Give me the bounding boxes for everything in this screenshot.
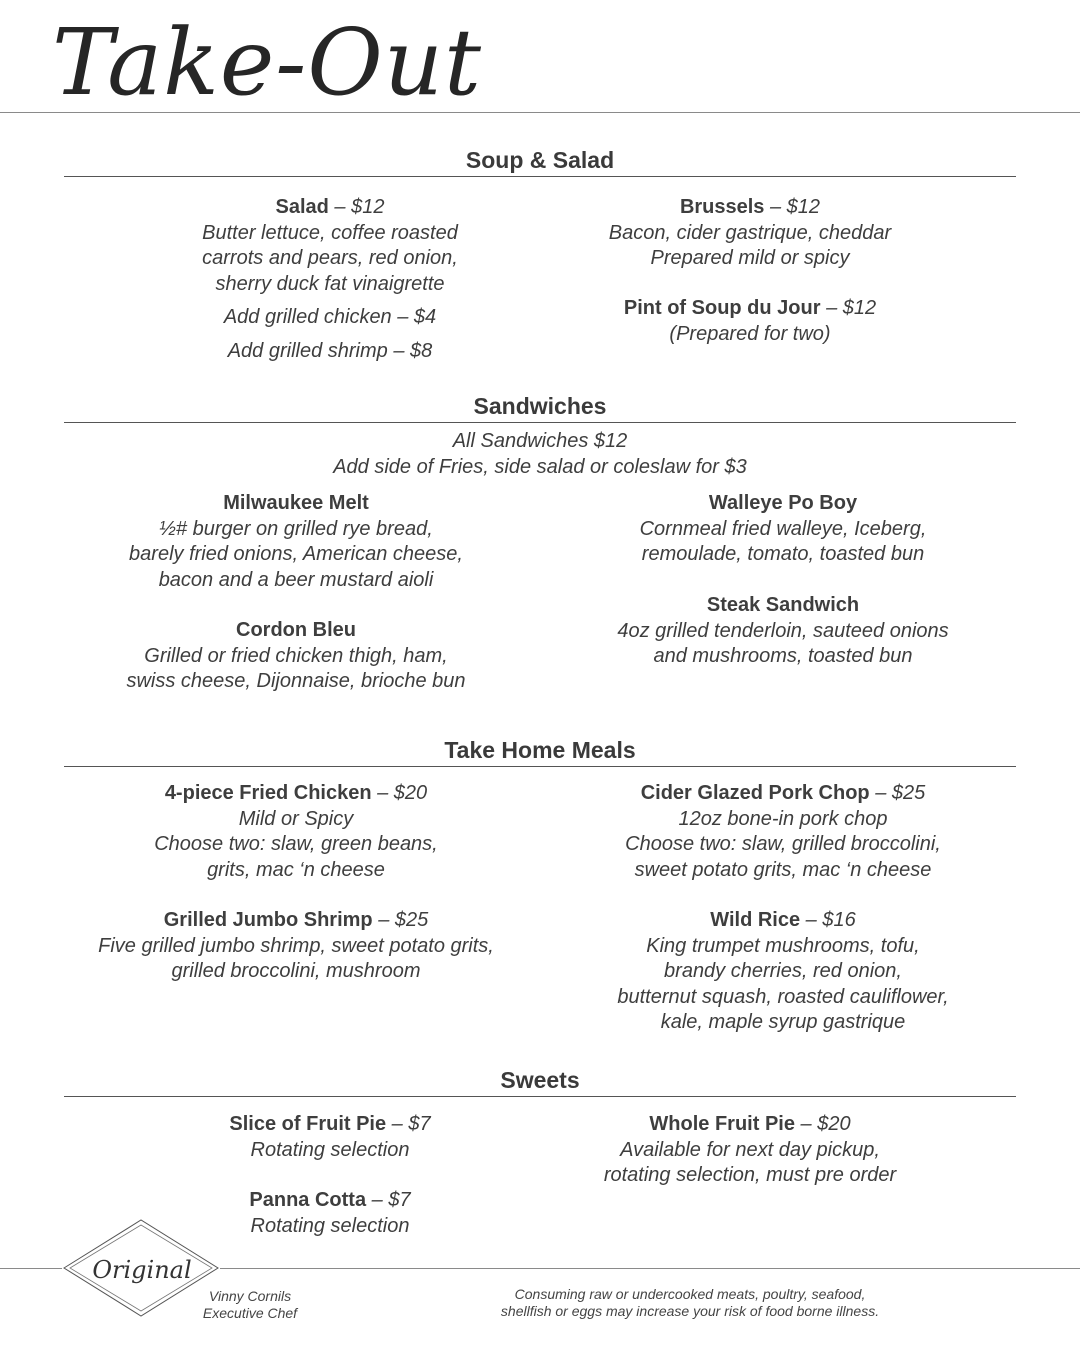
- item-name: 4-piece Fried Chicken: [164, 782, 372, 804]
- item-description: Butter lettuce, coffee roasted: [202, 221, 458, 244]
- note-line: All Sandwiches $12: [452, 430, 628, 452]
- menu-item-slice-fruit-pie: [160, 1112, 500, 1163]
- item-price: – $12: [820, 297, 877, 319]
- section-divider: [64, 1096, 1016, 1097]
- note-line: Add side of Fries, side salad or coleslaw for $3: [333, 456, 747, 478]
- item-description: swiss cheese, Dijonnaise, brioche bun: [126, 670, 466, 692]
- item-name: Pint of Soup du Jour: [623, 297, 821, 319]
- item-description: remoulade, tomato, toasted bun: [641, 543, 925, 565]
- chef-name: Vinny Cornils: [208, 1288, 292, 1304]
- item-addon: Add grilled shrimp – $8: [227, 339, 433, 362]
- item-price: – $7: [386, 1113, 431, 1135]
- menu-item-pork-chop: [563, 781, 1003, 883]
- menu-item-fried-chicken: [96, 781, 496, 883]
- item-description: Choose two: slaw, green beans,: [154, 833, 438, 855]
- item-name: Salad: [275, 196, 329, 218]
- section-heading: Sandwiches: [473, 393, 607, 419]
- menu-item-brussels: [550, 195, 950, 272]
- menu-item-milwaukee-melt: [96, 491, 496, 593]
- item-description: butternut squash, roasted cauliflower,: [617, 985, 949, 1008]
- item-price: – $20: [794, 1113, 851, 1135]
- menu-item-whole-fruit-pie: [560, 1112, 940, 1189]
- title-divider: [0, 112, 1080, 113]
- item-description: grilled broccolini, mushroom: [171, 960, 421, 982]
- section-sandwiches: [64, 390, 1016, 423]
- item-description: Prepared mild or spicy: [650, 247, 850, 269]
- item-price: – $12: [328, 196, 385, 218]
- item-price: – $7: [366, 1189, 411, 1211]
- item-description: King trumpet mushrooms, tofu,: [646, 934, 920, 957]
- section-heading: Take Home Meals: [444, 737, 636, 763]
- disclaimer-line: shellfish or eggs may increase your risk of food borne illness.: [500, 1303, 880, 1319]
- section-sweets: [64, 1064, 1016, 1097]
- item-description: barely fried onions, American cheese,: [129, 543, 463, 565]
- page-title: Take-Out: [52, 9, 482, 116]
- section-divider: [64, 422, 1016, 423]
- item-name: Panna Cotta: [249, 1189, 367, 1211]
- item-description: ½# burger on grilled rye bread,: [159, 517, 433, 540]
- item-price: – $16: [800, 909, 856, 931]
- menu-item-wild-rice: [563, 908, 1003, 1036]
- item-addon: Add grilled chicken – $4: [223, 306, 437, 328]
- item-name: Slice of Fruit Pie: [229, 1113, 387, 1135]
- item-name: Walleye Po Boy: [708, 492, 858, 514]
- item-description: sherry duck fat vinaigrette: [215, 272, 445, 295]
- item-description: Choose two: slaw, grilled broccolini,: [625, 833, 941, 855]
- food-safety-disclaimer: [480, 1286, 900, 1320]
- item-description: kale, maple syrup gastrique: [660, 1011, 906, 1033]
- item-description: Rotating selection: [250, 1138, 410, 1161]
- item-price: – $25: [869, 782, 926, 804]
- item-description: grits, mac ‘n cheese: [207, 858, 385, 881]
- item-name: Cider Glazed Pork Chop: [640, 782, 870, 804]
- item-name: Cordon Bleu: [236, 619, 356, 641]
- item-description: 4oz grilled tenderloin, sauteed onions: [617, 619, 949, 642]
- item-price: – $12: [764, 196, 821, 218]
- section-take-home-meals: [64, 734, 1016, 767]
- item-description: Rotating selection: [250, 1214, 410, 1237]
- chef-credit: [190, 1288, 310, 1322]
- logo-text: Original: [92, 1256, 192, 1284]
- section-heading: Sweets: [500, 1067, 580, 1093]
- item-description: (Prepared for two): [669, 322, 831, 345]
- item-name: Steak Sandwich: [706, 594, 860, 616]
- item-description: Grilled or fried chicken thigh, ham,: [144, 644, 448, 667]
- item-description: and mushrooms, toasted bun: [653, 645, 913, 667]
- section-divider: [64, 766, 1016, 767]
- item-description: rotating selection, must pre order: [603, 1164, 897, 1186]
- item-name: Brussels: [679, 196, 765, 218]
- item-name: Wild Rice: [710, 909, 801, 931]
- item-name: Grilled Jumbo Shrimp: [163, 909, 373, 931]
- chef-title: Executive Chef: [202, 1305, 298, 1321]
- menu-item-cordon-bleu: [96, 618, 496, 695]
- sandwiches-note: [0, 428, 1080, 480]
- item-name: Whole Fruit Pie: [649, 1113, 795, 1135]
- menu-item-salad: [130, 195, 530, 364]
- item-name: Milwaukee Melt: [223, 492, 369, 514]
- item-description: 12oz bone-in pork chop: [678, 807, 888, 830]
- item-description: sweet potato grits, mac ‘n cheese: [634, 858, 932, 881]
- section-divider: [64, 176, 1016, 177]
- section-soup-salad: [64, 144, 1016, 177]
- menu-item-walleye-po-boy: [583, 491, 983, 568]
- item-description: brandy cherries, red onion,: [664, 960, 902, 982]
- item-description: Bacon, cider gastrique, cheddar: [608, 221, 892, 244]
- item-description: bacon and a beer mustard aioli: [158, 568, 434, 591]
- disclaimer-line: Consuming raw or undercooked meats, poultry, seafood,: [514, 1286, 866, 1302]
- section-heading: Soup & Salad: [465, 147, 615, 173]
- item-price: – $20: [371, 782, 428, 804]
- item-price: – $25: [372, 909, 429, 931]
- menu-item-jumbo-shrimp: [66, 908, 526, 985]
- item-description: Mild or Spicy: [238, 807, 354, 830]
- item-description: Available for next day pickup,: [620, 1138, 880, 1161]
- menu-item-steak-sandwich: [583, 593, 983, 670]
- menu-item-soup: [550, 296, 950, 347]
- item-description: Cornmeal fried walleye, Iceberg,: [639, 517, 927, 540]
- item-description: carrots and pears, red onion,: [202, 247, 458, 269]
- item-description: Five grilled jumbo shrimp, sweet potato grits,: [98, 934, 494, 957]
